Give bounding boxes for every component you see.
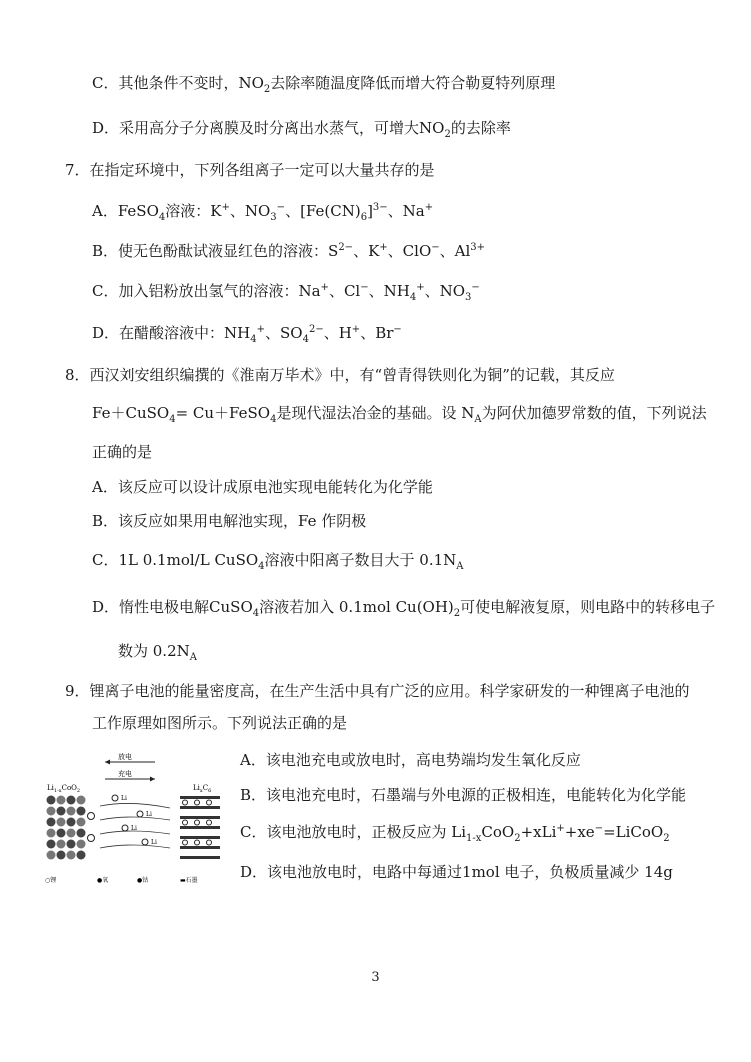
q9-option-b: B．该电池充电时，石墨端与外电源的正极相连，电能转化为化学能 bbox=[240, 786, 687, 804]
q9-option-a: A．该电池充电或放电时，高电势端均发生氧化反应 bbox=[240, 751, 581, 769]
q8-option-b: B．该反应如果用电解池实现，Fe 作阴极 bbox=[92, 512, 367, 530]
discharge-arrowhead bbox=[105, 760, 110, 765]
q9-option-c: C．该电池放电时，正极反应为 $Li_{1-x}CoO_2+xLi^++xe^-=LiCoO_2$ bbox=[240, 823, 670, 844]
q7-option-a: A．FeSO$_4$溶液：K+、$NO_3^-$、$[Fe(CN)_6]^{3-}$、Na+ bbox=[92, 202, 434, 223]
q9-stem-line1: 9．锂离子电池的能量密度高，在生产生活中具有广泛的应用。科学家研发的一种锂离子电池的 bbox=[65, 682, 690, 700]
q7-stem: 7．在指定环境中，下列各组离子一定可以大量共存的是 bbox=[65, 161, 435, 179]
q9-option-d: D．该电池放电时，电路中每通过1mol 电子，负极质量减少 14g bbox=[240, 863, 673, 881]
q6-option-c: C．其他条件不变时，$NO_2$去除率随温度降低而增大符合勒夏特列原理 bbox=[92, 74, 556, 95]
svg-text:▬石墨: ▬石墨 bbox=[180, 877, 198, 884]
svg-text:Li: Li bbox=[146, 811, 152, 818]
battery-diagram bbox=[45, 748, 225, 886]
discharge-label: 放电 bbox=[118, 753, 132, 761]
svg-text:Li: Li bbox=[151, 839, 157, 846]
q7-option-c: C．加入铝粉放出氢气的溶液：Na+、Cl−、$NH_4^+$、$NO_3^-$ bbox=[92, 282, 480, 303]
legend bbox=[45, 876, 198, 884]
svg-text:●钴: ●钴 bbox=[137, 877, 149, 884]
svg-text:Li: Li bbox=[121, 795, 127, 802]
q7-option-d: D．在醋酸溶液中：$NH_4^+$、$SO_4^{2-}$、H+、Br− bbox=[92, 324, 402, 345]
q8-option-d-line1: D．惰性电极电解CuSO$_4$溶液若加入 0.1mol $Cu(OH)_2$可使电解液复原，则电路中的转移电子 bbox=[92, 598, 716, 619]
q9-stem-line2: 工作原理如图所示。下列说法正确的是 bbox=[92, 714, 348, 732]
q8-option-a: A．该反应可以设计成原电池实现电能转化为化学能 bbox=[92, 478, 433, 496]
svg-text:○锂: ○锂 bbox=[45, 877, 57, 884]
q8-stem-line3: 正确的是 bbox=[92, 443, 153, 461]
li-ions bbox=[112, 795, 157, 846]
cathode-label: $Li_{1-x}CoO_2$ bbox=[47, 784, 81, 794]
anode-label: $Li_xC_6$ bbox=[193, 784, 212, 794]
q7-option-b: B．使无色酚酞试液显红色的溶液：$S^{2-}$、K+、ClO−、$Al^{3+}$ bbox=[92, 242, 486, 260]
q6-option-d: D．采用高分子分离膜及时分离出水蒸气，可增大$NO_2$的去除率 bbox=[92, 119, 511, 140]
q8-option-d-line2: 数为 $0.2N_A$ bbox=[118, 642, 197, 663]
charge-arrowhead bbox=[150, 777, 155, 782]
svg-text:Li: Li bbox=[131, 825, 137, 832]
cathode-lattice bbox=[47, 796, 95, 860]
q8-stem-line2: Fe＋CuSO$_4$= Cu＋FeSO$_4$是现代湿法冶金的基础。设 $N_A$为阿伏加德罗常数的值，下列说法 bbox=[92, 404, 707, 425]
charge-label: 充电 bbox=[118, 770, 132, 778]
anode-lattice bbox=[180, 796, 220, 859]
q8-stem-line1: 8．西汉刘安组织编撰的《淮南万毕术》中，有“曾青得铁则化为铜”的记载，其反应 bbox=[65, 366, 615, 384]
svg-text:●氧: ●氧 bbox=[97, 877, 109, 884]
page-number: 3 bbox=[371, 970, 380, 985]
q8-option-c: C．1L 0.1mol/L CuSO$_4$溶液中阳离子数目大于 $0.1N_A$ bbox=[92, 551, 464, 572]
